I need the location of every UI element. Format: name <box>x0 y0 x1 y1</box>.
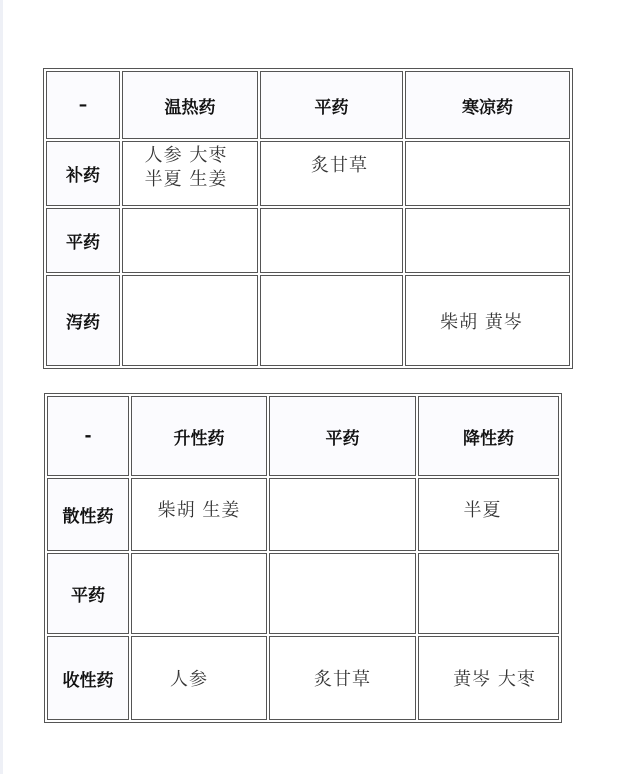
table-row <box>46 275 570 366</box>
page-left-rule <box>0 0 3 774</box>
col-header-warm: 温热药 <box>122 71 258 139</box>
table-cell <box>131 636 267 720</box>
col-header-cold: 寒凉药 <box>405 71 570 139</box>
col-header-neutral: 平药 <box>260 71 403 139</box>
handwritten-herbs: 黄岑 大枣 <box>453 669 536 690</box>
col-header-ascend: 升性药 <box>131 396 267 476</box>
row-header-purge: 泻药 <box>46 275 120 366</box>
table-row <box>47 553 559 634</box>
table-cell <box>260 141 403 206</box>
handwritten-herbs: 人参 大枣 半夏 生姜 <box>144 144 228 190</box>
table-cell <box>122 141 258 206</box>
handwritten-herbs: 半夏 <box>463 499 502 521</box>
table-cell <box>122 208 258 273</box>
handwritten-herbs: 炙甘草 <box>311 154 368 176</box>
table-cell <box>269 636 416 720</box>
table-cell <box>418 553 559 634</box>
table-cell <box>418 478 559 551</box>
table-cell <box>260 208 403 273</box>
table-row <box>47 636 559 720</box>
table-row <box>46 141 570 206</box>
herb-table-tonify-purge <box>43 68 573 369</box>
table-header-row <box>47 396 559 476</box>
table-cell <box>418 636 559 720</box>
table-cell <box>122 275 258 366</box>
row-header-neutral: 平药 <box>46 208 120 273</box>
handwritten-herbs: 炙甘草 <box>314 669 371 690</box>
handwritten-herbs: 柴胡 生姜 <box>157 499 241 521</box>
table-cell <box>405 275 570 366</box>
row-header-astringe: 收性药 <box>47 636 129 720</box>
table-cell <box>131 478 267 551</box>
row-header-disperse: 散性药 <box>47 478 129 551</box>
table-row <box>47 478 559 551</box>
row-header-tonify: 补药 <box>46 141 120 206</box>
table-cell <box>405 141 570 206</box>
col-header-descend: 降性药 <box>418 396 559 476</box>
table-cell <box>260 275 403 366</box>
herb-table-ascend-descend <box>44 393 562 723</box>
table-cell <box>131 553 267 634</box>
row-header-neutral: 平药 <box>47 553 129 634</box>
col-header-neutral: 平药 <box>269 396 416 476</box>
table-cell <box>269 478 416 551</box>
corner-cell: - <box>47 396 129 476</box>
table-header-row <box>46 71 570 139</box>
corner-cell: – <box>46 71 120 139</box>
handwritten-herbs: 人参 <box>170 669 208 690</box>
table-cell <box>269 553 416 634</box>
table-cell <box>405 208 570 273</box>
handwritten-herbs: 柴胡 黄岑 <box>440 311 523 333</box>
table-row <box>46 208 570 273</box>
